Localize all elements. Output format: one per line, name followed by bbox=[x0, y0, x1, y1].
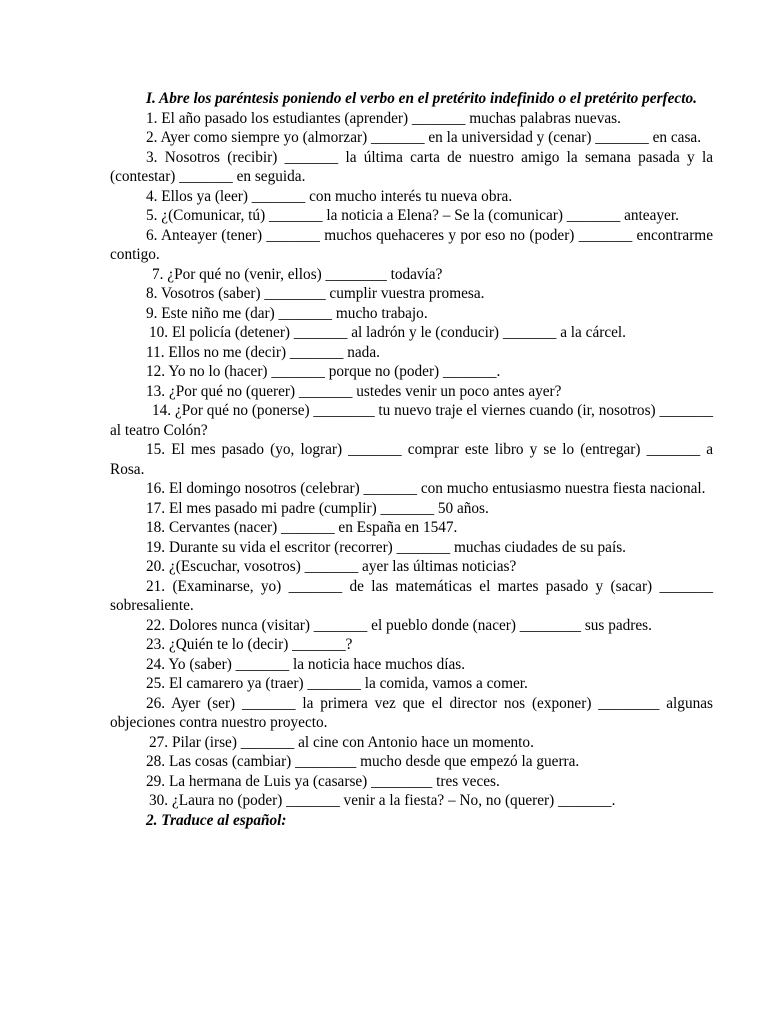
exercise-item-9: 9. Este niño me (dar) _______ mucho trabajo. bbox=[146, 304, 428, 322]
exercise-item-15: 15. El mes pasado (yo, lograr) _______ comprar este libro y se lo (entregar) _______ a Rosa. bbox=[110, 441, 713, 478]
exercise-item-17: 17. El mes pasado mi padre (cumplir) _______ 50 años. bbox=[146, 499, 489, 517]
exercise-item-16: 16. El domingo nosotros (celebrar) _______ con mucho entusiasmo nuestra fiesta nacional. bbox=[146, 480, 706, 497]
exercise-item-29: 29. La hermana de Luis ya (casarse) ________ tres veces. bbox=[146, 772, 500, 790]
exercise-item-26: 26. Ayer (ser) _______ la primera vez que el director nos (exponer) ________ algunas objeciones contra nuestro proyecto. bbox=[110, 694, 713, 731]
exercise-item-25: 25. El camarero ya (traer) _______ la comida, vamos a comer. bbox=[146, 675, 528, 692]
exercise-item-5: 5. ¿(Comunicar, tú) _______ la noticia a Elena? – Se la (comunicar) _______ anteayer. bbox=[146, 207, 679, 224]
exercise-item-30: 30. ¿Laura no (poder) _______ venir a la fiesta? – No, no (querer) _______. bbox=[149, 792, 616, 809]
exercise-item-2: 2. Ayer como siempre yo (almorzar) _______ en la universidad y (cenar) _______ en casa. bbox=[146, 129, 702, 146]
exercise-item-3: 3. Nosotros (recibir) _______ la última carta de nuestro amigo la semana pasada y la (contestar) _______ en seguida. bbox=[110, 148, 713, 185]
exercise-item-11: 11. Ellos no me (decir) _______ nada. bbox=[146, 343, 380, 361]
exercise-item-1: 1. El año pasado los estudiantes (aprender) _______ muchas palabras nuevas. bbox=[146, 109, 621, 127]
exercise-item-12: 12. Yo no lo (hacer) _______ porque no (poder) _______. bbox=[146, 363, 501, 380]
exercise-item-13: 13. ¿Por qué no (querer) _______ ustedes venir un poco antes ayer? bbox=[146, 382, 562, 400]
worksheet-page bbox=[110, 89, 713, 830]
exercise-item-28: 28. Las cosas (cambiar) ________ mucho desde que empezó la guerra. bbox=[146, 753, 580, 770]
exercise-item-19: 19. Durante su vida el escritor (recorrer) _______ muchas ciudades de su país. bbox=[146, 538, 626, 556]
exercise-item-20: 20. ¿(Escuchar, vosotros) _______ ayer las últimas noticias? bbox=[146, 558, 517, 575]
exercise-item-18: 18. Cervantes (nacer) _______ en España en 1547. bbox=[146, 519, 458, 536]
exercise-item-10: 10. El policía (detener) _______ al ladrón y le (conducir) _______ a la cárcel. bbox=[149, 324, 626, 341]
exercise-item-22: 22. Dolores nunca (visitar) _______ el pueblo donde (nacer) ________ sus padres. bbox=[146, 616, 652, 634]
exercise-item-14: 14. ¿Por qué no (ponerse) ________ tu nuevo traje el viernes cuando (ir, nosotros) _______ al teatro Colón? bbox=[110, 402, 713, 439]
section-1-heading-text: I. Abre los paréntesis poniendo el verbo en el pretérito indefinido o el pretérito perfecto. bbox=[146, 90, 697, 107]
exercise-item-4: 4. Ellos ya (leer) _______ con mucho interés tu nueva obra. bbox=[146, 187, 513, 205]
exercise-item-21: 21. (Examinarse, yo) _______ de las matemáticas el martes pasado y (sacar) _______ sobresaliente. bbox=[110, 577, 713, 614]
exercise-item-6: 6. Anteayer (tener) _______ muchos quehaceres y por eso no (poder) _______ encontrarme contigo. bbox=[110, 226, 713, 263]
exercise-item-24: 24. Yo (saber) _______ la noticia hace muchos días. bbox=[146, 655, 466, 673]
exercise-item-8: 8. Vosotros (saber) ________ cumplir vuestra promesa. bbox=[146, 285, 485, 302]
exercise-item-23: 23. ¿Quién te lo (decir) _______? bbox=[146, 636, 353, 653]
exercise-item-27: 27. Pilar (irse) _______ al cine con Antonio hace un momento. bbox=[149, 733, 534, 751]
section-2-heading: 2. Traduce al español: bbox=[146, 811, 287, 829]
exercise-item-7: 7. ¿Por qué no (venir, ellos) ________ todavía? bbox=[152, 265, 443, 283]
section-1-heading bbox=[110, 89, 713, 109]
